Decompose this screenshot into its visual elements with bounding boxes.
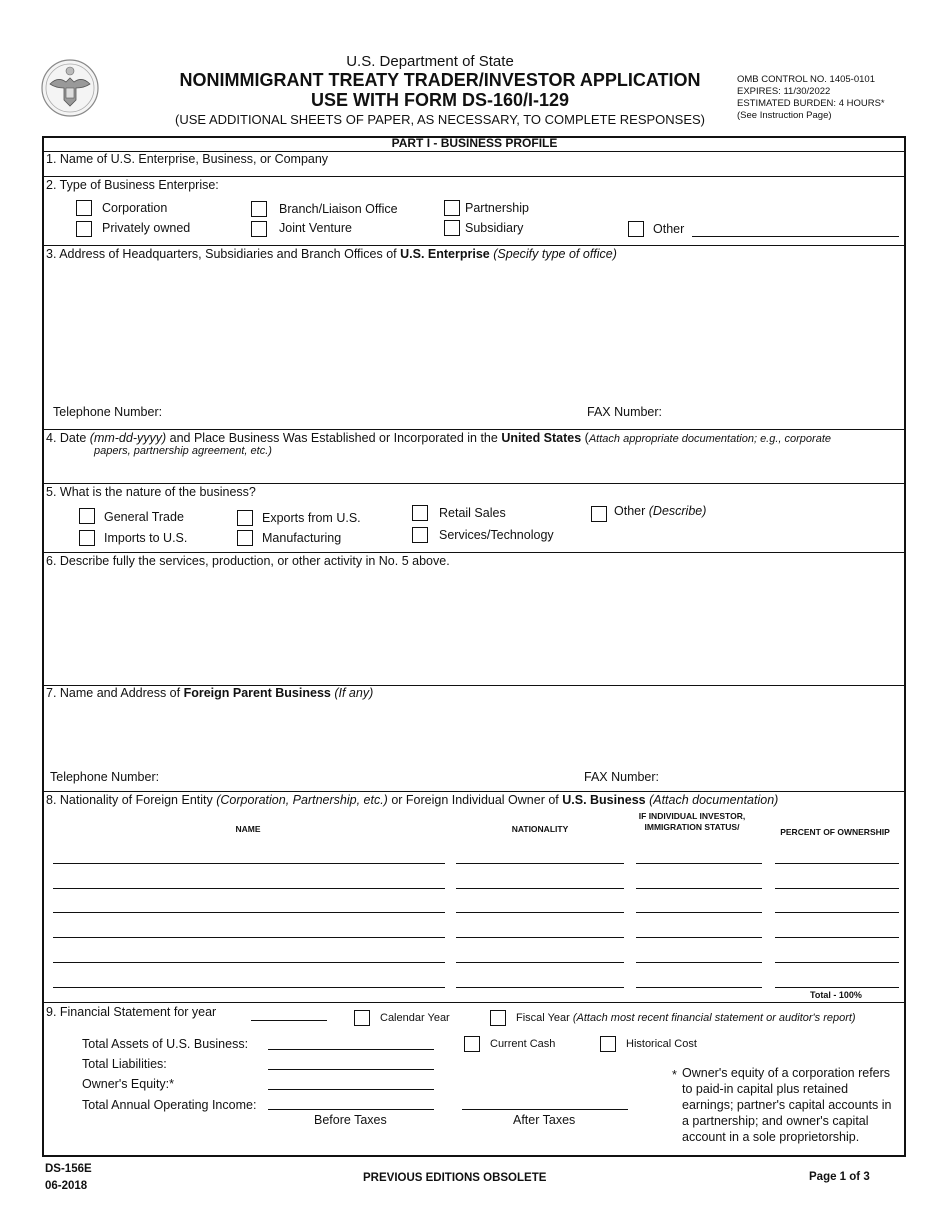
imports-checkbox[interactable] [79, 530, 95, 546]
owner-nationality-input[interactable] [456, 912, 624, 913]
branch-office-checkbox[interactable] [251, 201, 267, 217]
divider [43, 483, 906, 484]
equity-note-line: Owner's equity of a corporation refers [682, 1066, 891, 1080]
ownership-total-label: Total - 100% [810, 990, 862, 1000]
joint-venture-checkbox[interactable] [251, 221, 267, 237]
general-trade-checkbox[interactable] [79, 508, 95, 524]
other-business-checkbox[interactable] [591, 506, 607, 522]
previous-editions-obsolete: PREVIOUS EDITIONS OBSOLETE [363, 1172, 547, 1184]
col-percent-header: PERCENT OF OWNERSHIP [780, 827, 890, 837]
after-taxes-label: After Taxes [513, 1113, 576, 1127]
divider [43, 552, 906, 553]
owner-status-input[interactable] [636, 987, 762, 988]
owner-nationality-input[interactable] [456, 987, 624, 988]
retail-sales-label: Retail Sales [439, 506, 506, 520]
income-after-taxes-input[interactable] [462, 1109, 628, 1110]
form-date: 06-2018 [45, 1180, 88, 1192]
omb-expires: EXPIRES: 11/30/2022 [737, 86, 831, 97]
divider [43, 1002, 906, 1003]
col-status-header: IF INDIVIDUAL INVESTOR, IMMIGRATION STATUS/ [638, 811, 746, 832]
subsidiary-label: Subsidiary [465, 221, 524, 235]
owner-percent-input[interactable] [775, 912, 899, 913]
equity-note-line: account in a sole proprietorship. [682, 1130, 860, 1144]
divider [43, 245, 906, 246]
equity-note-line: a partnership; and owner's capital [682, 1114, 869, 1128]
q4-label-cont: papers, partnership agreement, etc.) [94, 445, 272, 457]
financial-year-input[interactable] [251, 1020, 327, 1021]
col-name-header: NAME [235, 824, 261, 834]
owner-percent-input[interactable] [775, 987, 899, 988]
owner-status-input[interactable] [636, 888, 762, 889]
equity-note [682, 1065, 891, 1145]
subsidiary-checkbox[interactable] [444, 220, 460, 236]
manufacturing-checkbox[interactable] [237, 530, 253, 546]
q7-label: 7. Name and Address of Foreign Parent Business (If any) [46, 686, 374, 700]
omb-instruction: (See Instruction Page) [737, 110, 832, 121]
branch-office-label: Branch/Liaison Office [279, 202, 398, 216]
equity-note-line: earnings; partner's capital accounts in [682, 1098, 892, 1112]
owner-percent-input[interactable] [775, 962, 899, 963]
total-assets-input[interactable] [268, 1049, 434, 1050]
owner-status-input[interactable] [636, 863, 762, 864]
partnership-checkbox[interactable] [444, 200, 460, 216]
q4-label: 4. Date (mm-dd-yyyy) and Place Business Was Established or Incorporated in the United States (Attach appropriate documentation; e.g., corporate [46, 431, 831, 445]
owner-name-input[interactable] [53, 888, 445, 889]
form-id: DS-156E [45, 1163, 92, 1175]
owners-equity-label: Owner's Equity:* [82, 1077, 175, 1091]
omb-burden: ESTIMATED BURDEN: 4 HOURS* [737, 98, 885, 109]
owner-status-input[interactable] [636, 912, 762, 913]
exports-label: Exports from U.S. [262, 511, 361, 525]
owner-name-input[interactable] [53, 937, 445, 938]
owner-nationality-input[interactable] [456, 863, 624, 864]
before-taxes-label: Before Taxes [314, 1113, 387, 1127]
q5-label: 5. What is the nature of the business? [46, 485, 256, 499]
col-nationality-header: NATIONALITY [511, 824, 569, 834]
form-title-line1: NONIMMIGRANT TREATY TRADER/INVESTOR APPLICATION [179, 70, 701, 90]
q7-fax-label: FAX Number: [584, 770, 660, 784]
other-enterprise-input[interactable] [692, 236, 899, 237]
owners-equity-input[interactable] [268, 1089, 434, 1090]
fiscal-year-checkbox[interactable] [490, 1010, 506, 1026]
other-business-label: Other (Describe) [614, 504, 707, 518]
retail-sales-checkbox[interactable] [412, 505, 428, 521]
historical-cost-checkbox[interactable] [600, 1036, 616, 1052]
corporation-label: Corporation [102, 201, 168, 215]
equity-note-star: * [672, 1068, 677, 1082]
privately-owned-checkbox[interactable] [76, 221, 92, 237]
equity-note-line: to paid-in capital plus retained [682, 1082, 849, 1096]
owner-name-input[interactable] [53, 912, 445, 913]
calendar-year-checkbox[interactable] [354, 1010, 370, 1026]
exports-checkbox[interactable] [237, 510, 253, 526]
owner-name-input[interactable] [53, 962, 445, 963]
form-frame [42, 136, 906, 1157]
joint-venture-label: Joint Venture [279, 221, 352, 235]
q7-telephone-label: Telephone Number: [50, 770, 160, 784]
q9-label: 9. Financial Statement for year [46, 1005, 217, 1019]
total-assets-label: Total Assets of U.S. Business: [82, 1037, 249, 1051]
owner-name-input[interactable] [53, 987, 445, 988]
total-income-label: Total Annual Operating Income: [82, 1098, 257, 1112]
page-number: Page 1 of 3 [809, 1171, 870, 1183]
services-technology-label: Services/Technology [439, 528, 554, 542]
calendar-year-label: Calendar Year [380, 1012, 450, 1024]
q3-label: 3. Address of Headquarters, Subsidiaries and Branch Offices of U.S. Enterprise (Specify type of office) [46, 247, 617, 261]
q3-fax-label: FAX Number: [587, 405, 663, 419]
omb-control: OMB CONTROL NO. 1405-0101 [737, 74, 875, 85]
imports-label: Imports to U.S. [104, 531, 188, 545]
privately-owned-label: Privately owned [102, 221, 191, 235]
other-enterprise-checkbox[interactable] [628, 221, 644, 237]
q6-label: 6. Describe fully the services, production, or other activity in No. 5 above. [46, 554, 450, 568]
partnership-label: Partnership [465, 201, 529, 215]
part1-title: PART I - BUSINESS PROFILE [391, 136, 558, 150]
owner-status-input[interactable] [636, 937, 762, 938]
owner-status-input[interactable] [636, 962, 762, 963]
current-cash-label: Current Cash [490, 1038, 556, 1050]
total-liabilities-input[interactable] [268, 1069, 434, 1070]
historical-cost-label: Historical Cost [626, 1038, 697, 1050]
owner-percent-input[interactable] [775, 863, 899, 864]
owner-percent-input[interactable] [775, 888, 899, 889]
income-before-taxes-input[interactable] [268, 1109, 434, 1110]
omb-info [737, 74, 885, 122]
total-liabilities-label: Total Liabilities: [82, 1057, 167, 1071]
q8-label: 8. Nationality of Foreign Entity (Corporation, Partnership, etc.) or Foreign Individual Owner of U.S. Business (Attach documentation) [46, 793, 779, 807]
q2-label: 2. Type of Business Enterprise: [46, 178, 219, 192]
divider [43, 429, 906, 430]
services-technology-checkbox[interactable] [412, 527, 428, 543]
form-subtitle: (USE ADDITIONAL SHEETS OF PAPER, AS NECESSARY, TO COMPLETE RESPONSES) [174, 112, 706, 127]
form-title [165, 70, 715, 110]
corporation-checkbox[interactable] [76, 200, 92, 216]
form-title-line2: USE WITH FORM DS-160/I-129 [310, 90, 570, 110]
general-trade-label: General Trade [104, 510, 184, 524]
q3-telephone-label: Telephone Number: [53, 405, 163, 419]
current-cash-checkbox[interactable] [464, 1036, 480, 1052]
owner-nationality-input[interactable] [456, 888, 624, 889]
owner-name-input[interactable] [53, 863, 445, 864]
owner-nationality-input[interactable] [456, 937, 624, 938]
q1-label: 1. Name of U.S. Enterprise, Business, or Company [46, 152, 329, 166]
divider [43, 176, 906, 177]
owner-percent-input[interactable] [775, 937, 899, 938]
other-enterprise-label: Other [653, 222, 685, 236]
divider [43, 791, 906, 792]
department-name: U.S. Department of State [346, 53, 514, 70]
owner-nationality-input[interactable] [456, 962, 624, 963]
manufacturing-label: Manufacturing [262, 531, 342, 545]
fiscal-year-label: Fiscal Year (Attach most recent financial statement or auditor's report) [516, 1012, 856, 1024]
